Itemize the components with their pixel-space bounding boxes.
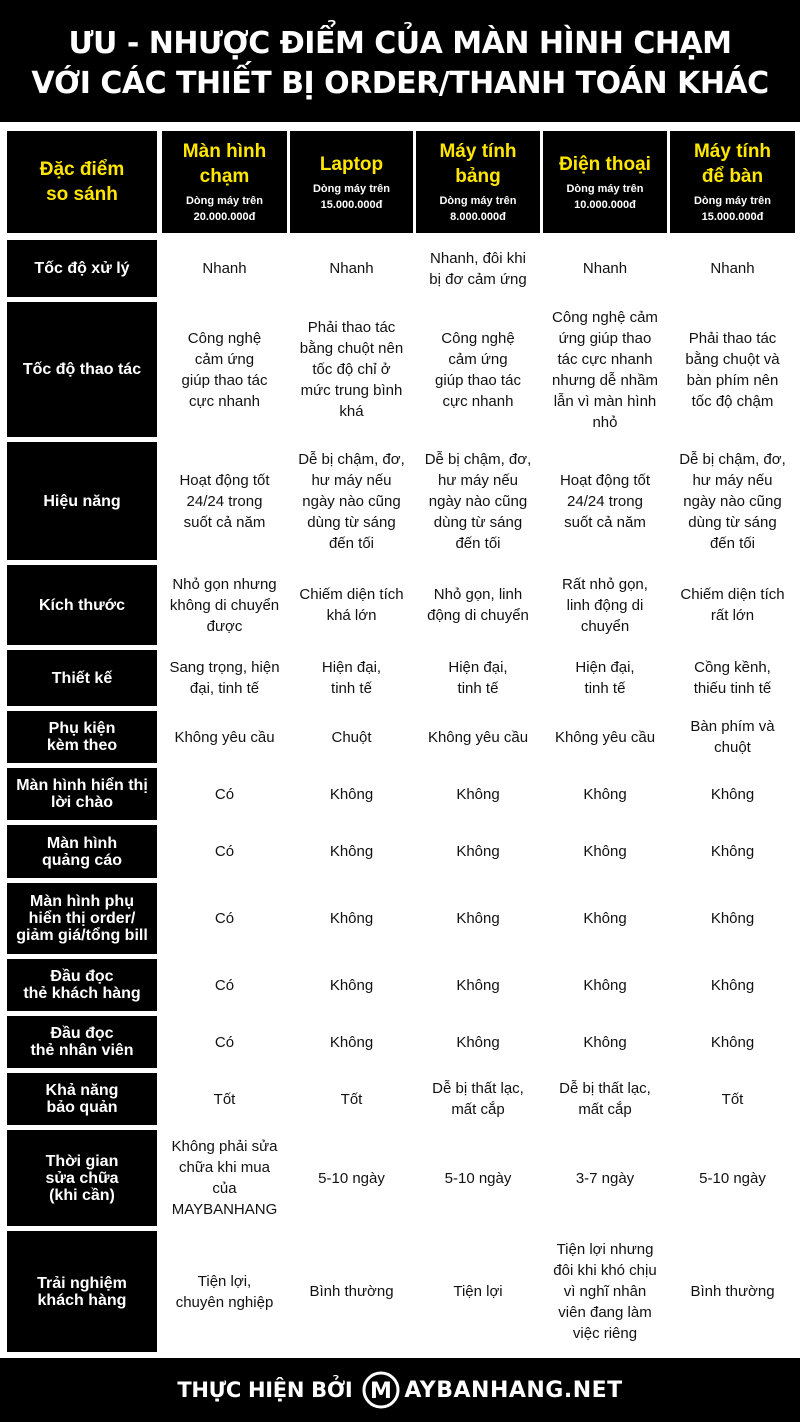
cell-value: Bình thường [309,1283,394,1300]
row-header [7,711,157,763]
page-header [0,0,800,122]
table-cell [162,883,287,954]
corner-label: Đặc điểm so sánh [39,159,125,205]
table-cell [290,302,413,437]
table-cell [290,442,413,560]
cell-value: Không [710,1033,755,1051]
cell-value: Không [710,976,755,994]
row-header [7,825,157,878]
table-cell [290,711,413,763]
row-label: Hiệu năng [43,492,121,510]
table-cell [670,240,795,297]
cell-value: Hiện đại, tinh tế [575,659,635,697]
table-cell [543,650,667,706]
table-cell [416,302,540,437]
table-cell [290,883,413,954]
row-header [7,959,157,1011]
column-header [416,131,540,233]
cell-value: Dễ bị thất lạc, mất cắp [559,1080,651,1118]
column-header [543,131,667,233]
table-cell [670,1130,795,1226]
cell-value: Không [456,976,500,994]
table-cell [670,768,795,820]
row-header [7,883,157,954]
table-cell [543,442,667,560]
table-cell [162,442,287,560]
cell-value: Không [710,785,755,803]
table-cell [162,565,287,645]
table-cell [290,240,413,297]
table-cell [290,1231,413,1352]
row-label: Màn hình hiển thị lời chào [16,777,148,811]
table-cell [670,1073,795,1125]
row-header [7,442,157,560]
row-header [7,1073,157,1125]
page-title-line-2: VỚI CÁC THIẾT BỊ ORDER/THANH TOÁN KHÁC [31,66,769,101]
column-header [162,131,287,233]
table-cell [670,1231,795,1352]
table-cell [162,825,287,878]
cell-value: Dễ bị thất lạc, mất cắp [432,1080,524,1118]
table-cell [162,1073,287,1125]
table-cell [162,240,287,297]
cell-value: Hiện đại, tinh tế [321,659,382,697]
table-cell [670,565,795,645]
row-label: Trải nghiệm khách hàng [37,1274,127,1309]
row-label: Màn hình phụ hiển thị order/ giảm giá/tổng bill [16,893,148,944]
table-cell [543,240,667,297]
logo-circle-icon [362,1371,400,1409]
table-cell [543,1016,667,1068]
table-cell [416,1130,540,1226]
cell-value: 5-10 ngày [444,1169,512,1187]
cell-value: 5-10 ngày [699,1169,766,1187]
table-cell [416,825,540,878]
cell-value: Cồng kềnh, thiếu tinh tế [693,659,772,697]
table-cell [162,1016,287,1068]
cell-value: Bình thường [690,1283,775,1300]
cell-value: Có [214,785,235,803]
row-label: Phụ kiện kèm theo [46,720,118,754]
footer-credit: THỰC HIỆN BỞI [177,1378,353,1402]
table-cell [543,1130,667,1226]
cell-value: Tốt [721,1090,744,1108]
table-cell [162,650,287,706]
cell-value: Dễ bị chậm, đơ, hư máy nếu ngày nào cũng dùng từ sáng đến tối [424,450,532,552]
row-label: Kích thước [38,596,126,614]
column-header [670,131,795,233]
cell-value: Không [583,910,627,927]
row-label: Thiết kế [51,669,113,687]
cell-value: Chiếm diện tích rất lớn [680,586,785,624]
table-cell [543,1073,667,1125]
cell-value: Không [583,1033,627,1051]
cell-value: Có [214,1033,235,1051]
column-price-note: Dòng máy trên 15.000.000đ [312,182,390,211]
table-cell [290,565,413,645]
row-label: Đầu đọc thẻ nhân viên [30,1025,134,1059]
row-label: Tốc độ xử lý [34,260,130,277]
row-header [7,1016,157,1068]
row-header [7,1231,157,1352]
cell-value: Nhanh [202,260,247,277]
cell-value: Công nghệ cảm ứng giúp thao tác cực nhanh [181,329,268,410]
table-cell [416,1016,540,1068]
cell-value: Không [329,1033,374,1051]
cell-value: Nhanh, đôi khi bị đơ cảm ứng [429,249,527,288]
table-cell [162,1231,287,1352]
cell-value: Không [456,843,500,860]
logo-letter: M [370,1379,393,1404]
cell-value: Phải thao tác bằng chuột nên tốc độ chỉ ở mức trung bình khá [299,319,404,420]
cell-value: Hiện đại, tinh tế [448,659,508,697]
cell-value: Phải thao tác bằng chuột và bàn phím nên tốc độ chậm [685,329,780,410]
cell-value: Bàn phím và chuột [690,718,775,756]
table-cell [290,1130,413,1226]
cell-value: Nhanh [710,260,755,277]
table-cell [162,302,287,437]
cell-value: Rất nhỏ gọn, linh động di chuyển [562,575,648,635]
table-cell [290,825,413,878]
row-header [7,1130,157,1226]
table-cell [670,302,795,437]
table-cell [543,883,667,954]
cell-value: Không [456,785,500,803]
cell-value: Dễ bị chậm, đơ, hư máy nếu ngày nào cũng dùng từ sáng đến tối [679,450,786,552]
table-cell [670,1016,795,1068]
cell-value: Hoạt động tốt 24/24 trong suốt cả năm [179,471,270,531]
column-name: Máy tính để bàn [693,141,772,187]
table-cell [670,825,795,878]
column-price-note: Dòng máy trên 20.000.000đ [185,195,263,223]
cell-value: Không [329,910,374,927]
table-cell [162,711,287,763]
row-header [7,650,157,706]
row-label: Tốc độ thao tác [22,361,142,378]
table-cell [543,768,667,820]
table-cell [670,650,795,706]
cell-value: Không [329,785,374,803]
row-label: Thời gian sửa chữa (khi cần) [45,1152,119,1204]
table-cell [670,883,795,954]
table-cell [162,1130,287,1226]
column-name: Máy tính bảng [439,141,517,187]
table-cell [162,959,287,1011]
column-price-note: Dòng máy trên 15.000.000đ [693,195,771,223]
table-cell [416,565,540,645]
logo-text: AYBANHANG.NET [404,1377,623,1403]
cell-value: Nhỏ gọn nhưng không di chuyển được [169,575,280,635]
cell-value: Nhỏ gọn, linh động di chuyển [427,586,529,624]
table-cell [416,959,540,1011]
cell-value: Không yêu cầu [427,728,529,746]
cell-value: Chuột [331,728,372,746]
table-cell [543,825,667,878]
table-cell [162,768,287,820]
table-cell [543,1231,667,1352]
cell-value: Không [456,910,500,927]
cell-value: Không yêu cầu [174,728,275,746]
table-cell [416,1231,540,1352]
table-cell [543,711,667,763]
cell-value: Công nghệ cảm ứng giúp thao tác cực nhanh [435,329,521,410]
cell-value: Hoạt động tốt 24/24 trong suốt cả năm [559,471,651,531]
cell-value: Tốt [340,1090,363,1108]
table-cell [416,650,540,706]
cell-value: Không [583,976,627,994]
row-header [7,302,157,437]
cell-value: Tiện lợi, chuyên nghiệp [175,1272,274,1311]
table-cell [416,711,540,763]
row-header [7,565,157,645]
cell-value: 5-10 ngày [318,1169,385,1187]
cell-value: Sang trọng, hiện đại, tinh tế [169,659,280,697]
column-name: Màn hình chạm [182,141,267,187]
table-cell [416,883,540,954]
cell-value: Chiếm diện tích khá lớn [299,586,404,624]
corner-header [7,131,157,233]
column-header [290,131,413,233]
table-cell [670,442,795,560]
cell-value: Có [214,843,235,860]
table-cell [543,565,667,645]
cell-value: Công nghệ cảm ứng giúp thao tác cực nhanh nhưng dễ nhầm lẫn vì màn hình nhỏ [552,308,658,431]
cell-value: Không [710,843,755,860]
cell-value: Không [329,843,374,860]
table-cell [416,240,540,297]
table-cell [416,442,540,560]
cell-value: Không [710,910,755,927]
row-header [7,768,157,820]
table-cell [416,768,540,820]
table-cell [290,1016,413,1068]
footer [0,1358,800,1422]
cell-value: Tiện lợi nhưng đôi khi khó chịu vì nghĩ nhân viên đang làm việc riêng [553,1241,657,1342]
cell-value: Tiện lợi [453,1283,503,1300]
table-cell [543,959,667,1011]
page-title-line-1: ƯU - NHƯỢC ĐIỂM CỦA MÀN HÌNH CHẠM [68,26,732,61]
cell-value: Nhanh [329,260,374,277]
column-name: Laptop [319,153,384,175]
column-name: Điện thoại [559,153,651,175]
cell-value: Có [214,976,235,994]
table-cell [290,959,413,1011]
cell-value: Không [456,1033,500,1051]
row-header [7,240,157,297]
cell-value: Không yêu cầu [554,728,656,746]
cell-value: Tốt [213,1090,236,1108]
table-cell [670,959,795,1011]
cell-value: Nhanh [582,260,628,277]
cell-value: Không phải sửa chữa khi mua của MAYBANHANG [171,1138,278,1218]
table-cell [290,1073,413,1125]
cell-value: Không [329,976,374,994]
table-cell [290,768,413,820]
column-price-note: Dòng máy trên 8.000.000đ [439,195,517,223]
column-price-note: Dòng máy trên 10.000.000đ [566,182,644,211]
comparison-table [0,122,800,1358]
cell-value: 3-7 ngày [575,1169,635,1187]
cell-value: Không [583,785,627,803]
table-cell [543,302,667,437]
table-cell [670,711,795,763]
cell-value: Có [214,910,235,927]
table-cell [416,1073,540,1125]
table-cell [290,650,413,706]
cell-value: Dễ bị chậm, đơ, hư máy nếu ngày nào cũng dùng từ sáng đến tối [298,450,405,552]
row-label: Khả năng bảo quản [45,1082,119,1116]
row-label: Đầu đọc thẻ khách hàng [23,968,141,1002]
maybanhang-logo [362,1371,622,1409]
cell-value: Không [583,843,627,860]
row-label: Màn hình quảng cáo [41,834,122,869]
